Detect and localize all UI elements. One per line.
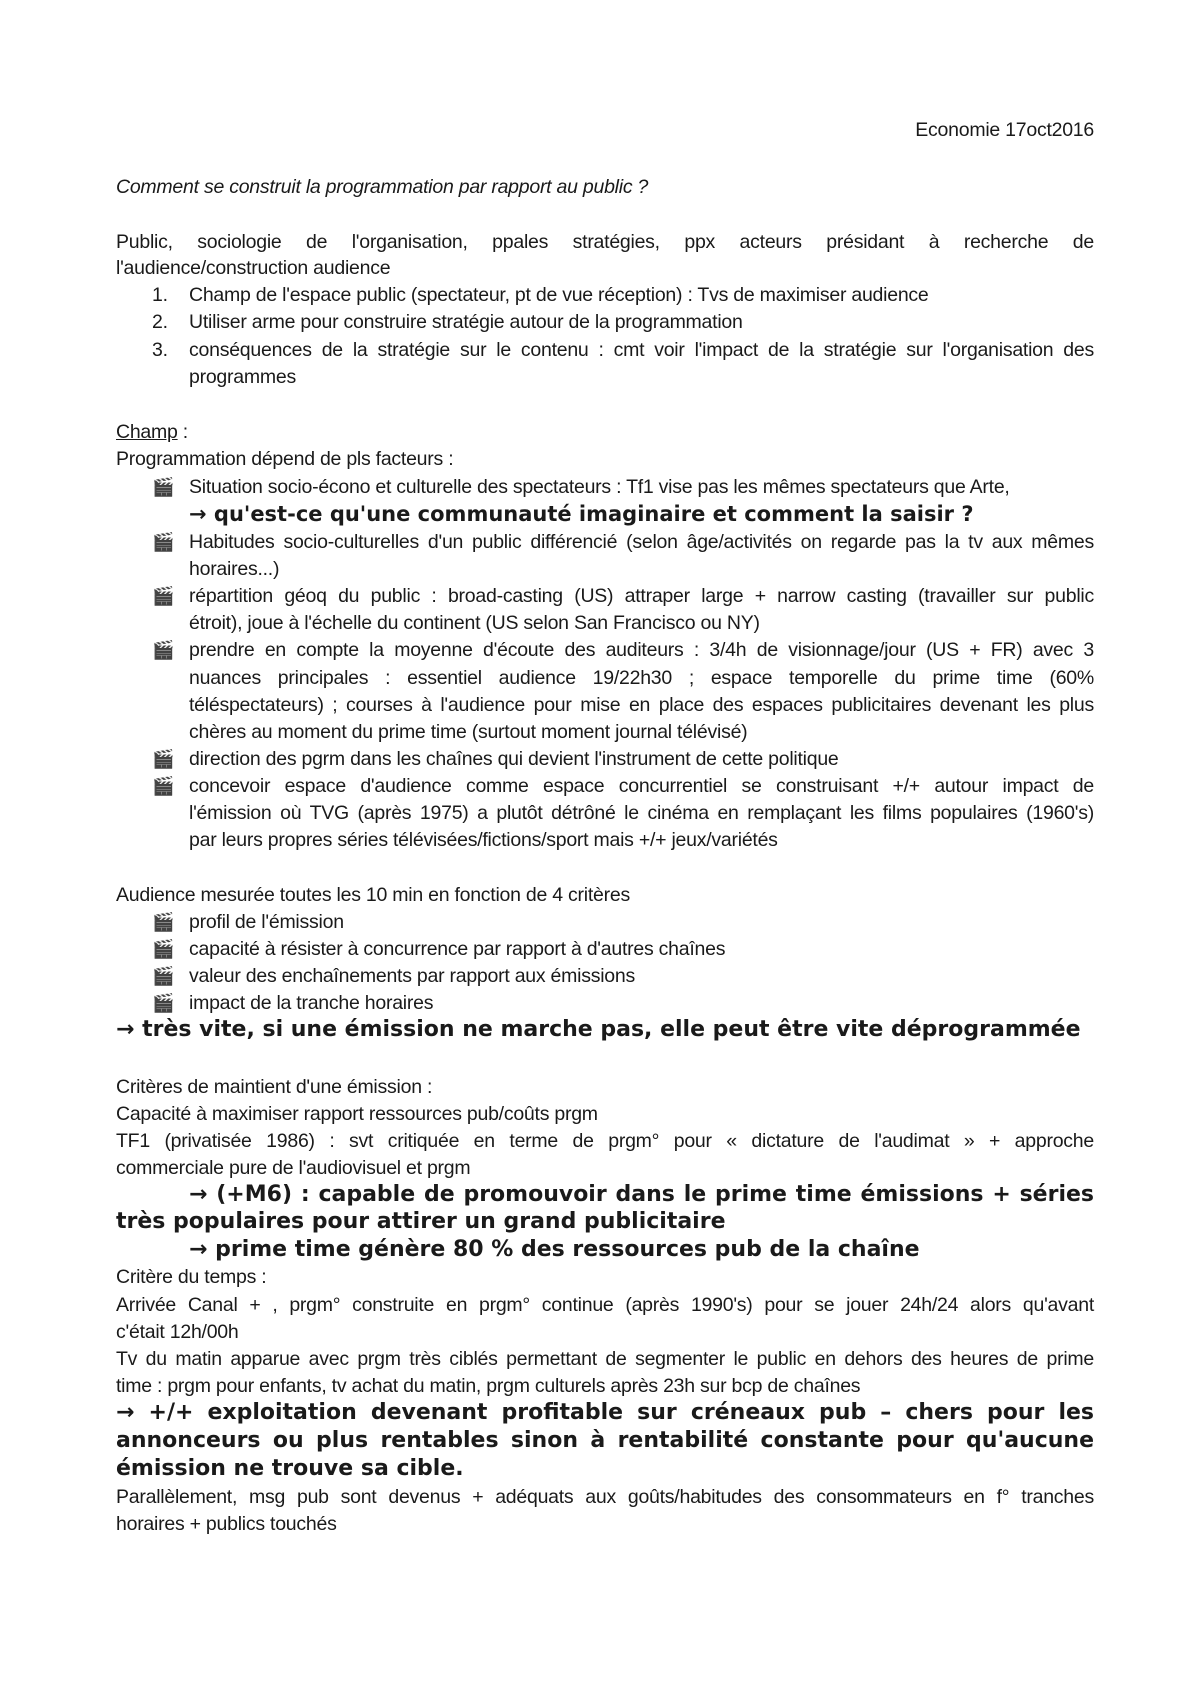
audience-item: valeur des enchaînements par rapport aux émissions [189, 965, 635, 987]
bullet-text: téléspectateurs) ; courses à l'audience pour mise en place des espaces publicitaires devenant les plus [189, 694, 1094, 716]
bullet-text: prendre en compte la moyenne d'écoute des auditeurs : 3/4h de visionnage/jour (US + FR) avec 3 [189, 639, 1094, 661]
arrow-note: → prime time génère 80 % des ressources pub de la chaîne [189, 1237, 920, 1262]
item-text: Utiliser arme pour construire stratégie autour de la programmation [189, 311, 743, 333]
clapperboard-icon: 🎬 [152, 776, 175, 796]
bullet-text: nuances principales : essentiel audience 19/22h30 ; espace temporelle du prime time (60% [189, 667, 1094, 689]
item-text: programmes [189, 366, 296, 388]
clapperboard-icon: 🎬 [152, 939, 175, 959]
heading-colon: : [177, 421, 188, 443]
arrow-note: → +/+ exploitation devenant profitable sur créneaux pub – chers pour les [116, 1400, 1094, 1425]
criteria-title: Critères de maintient d'une émission : [116, 1076, 433, 1098]
item-number: 3. [152, 339, 168, 361]
bullet-text: chères au moment du prime time (surtout moment journal télévisé) [189, 721, 748, 743]
main-question: Comment se construit la programmation par rapport au public ? [116, 176, 649, 198]
audience-intro: Audience mesurée toutes les 10 min en fonction de 4 critères [116, 884, 630, 906]
arrow-note: émission ne trouve sa cible. [116, 1456, 464, 1481]
arrow-note: → (+M6) : capable de promouvoir dans le prime time émissions + séries [189, 1182, 1094, 1207]
clapperboard-icon: 🎬 [152, 966, 175, 986]
clapperboard-icon: 🎬 [152, 532, 175, 552]
arrow-note: → qu'est-ce qu'une communauté imaginaire et comment la saisir ? [189, 502, 974, 526]
criteria-text: Tv du matin apparue avec prgm très ciblés permettant de segmenter le public en dehors des heures de prime [116, 1348, 1094, 1370]
intro-line: l'audience/construction audience [116, 257, 391, 279]
criteria-text: TF1 (privatisée 1986) : svt critiquée en terme de prgm° pour « dictature de l'audimat » + approche [116, 1130, 1094, 1152]
bullet-text: Habitudes socio-culturelles d'un public différencié (selon âge/activités on regarde pas la tv aux mêmes [189, 531, 1094, 553]
criteria-text: Capacité à maximiser rapport ressources pub/coûts prgm [116, 1103, 598, 1125]
bullet-text: horaires...) [189, 558, 280, 580]
criteria-text: c'était 12h/00h [116, 1321, 239, 1343]
bullet-text: par leurs propres séries télévisées/fictions/sport mais +/+ jeux/variétés [189, 829, 778, 851]
item-text: conséquences de la stratégie sur le contenu : cmt voir l'impact de la stratégie sur l'organisation des [189, 339, 1094, 361]
clapperboard-icon: 🎬 [152, 912, 175, 932]
item-number: 2. [152, 311, 168, 333]
criteria-subtitle: Critère du temps : [116, 1266, 267, 1288]
clapperboard-icon: 🎬 [152, 993, 175, 1013]
bullet-text: concevoir espace d'audience comme espace concurrentiel se construisant +/+ autour impact de [189, 775, 1094, 797]
audience-item: profil de l'émission [189, 911, 344, 933]
intro-line: Public, sociologie de l'organisation, ppales stratégies, ppx acteurs présidant à recherche de [116, 231, 1094, 253]
criteria-text: Arrivée Canal + , prgm° construite en prgm° continue (après 1990's) pour se jouer 24h/24 alors qu'avant [116, 1294, 1094, 1316]
criteria-text: time : prgm pour enfants, tv achat du matin, prgm culturels après 23h sur bcp de chaînes [116, 1375, 861, 1397]
clapperboard-icon: 🎬 [152, 640, 175, 660]
document-date: Economie 17oct2016 [915, 119, 1094, 141]
clapperboard-icon: 🎬 [152, 586, 175, 606]
item-text: Champ de l'espace public (spectateur, pt de vue réception) : Tvs de maximiser audience [189, 284, 929, 306]
paragraph-text: Parallèlement, msg pub sont devenus + adéquats aux goûts/habitudes des consommateurs en f° tranches [116, 1486, 1094, 1508]
audience-item: capacité à résister à concurrence par rapport à d'autres chaînes [189, 938, 726, 960]
bullet-text: l'émission où TVG (après 1975) a plutôt détrôné le cinéma en remplaçant les films populaires (1960's) [189, 802, 1094, 824]
clapperboard-icon: 🎬 [152, 749, 175, 769]
audience-item: impact de la tranche horaires [189, 992, 434, 1014]
arrow-note: annonceurs ou plus rentables sinon à rentabilité constante pour qu'aucune [116, 1428, 1094, 1453]
section-heading [116, 420, 1094, 444]
bullet-text: répartition géoq du public : broad-casting (US) attraper large + narrow casting (travailler sur public [189, 585, 1094, 607]
arrow-note: très populaires pour attirer un grand publicitaire [116, 1209, 726, 1234]
bullet-text: étroit), joue à l'échelle du continent (US selon San Francisco ou NY) [189, 612, 760, 634]
bullet-text: direction des pgrm dans les chaînes qui devient l'instrument de cette politique [189, 748, 839, 770]
item-number: 1. [152, 284, 168, 306]
audience-conclusion: → très vite, si une émission ne marche pas, elle peut être vite déprogrammée [116, 1017, 1081, 1042]
criteria-text: commerciale pure de l'audiovisuel et prgm [116, 1157, 471, 1179]
clapperboard-icon: 🎬 [152, 477, 175, 497]
champ-heading: Champ [116, 421, 178, 443]
paragraph-text: horaires + publics touchés [116, 1513, 337, 1535]
bullet-text: Situation socio-écono et culturelle des spectateurs : Tf1 vise pas les mêmes spectateurs que Arte, [189, 476, 1010, 498]
section-subtitle: Programmation dépend de pls facteurs : [116, 448, 454, 470]
